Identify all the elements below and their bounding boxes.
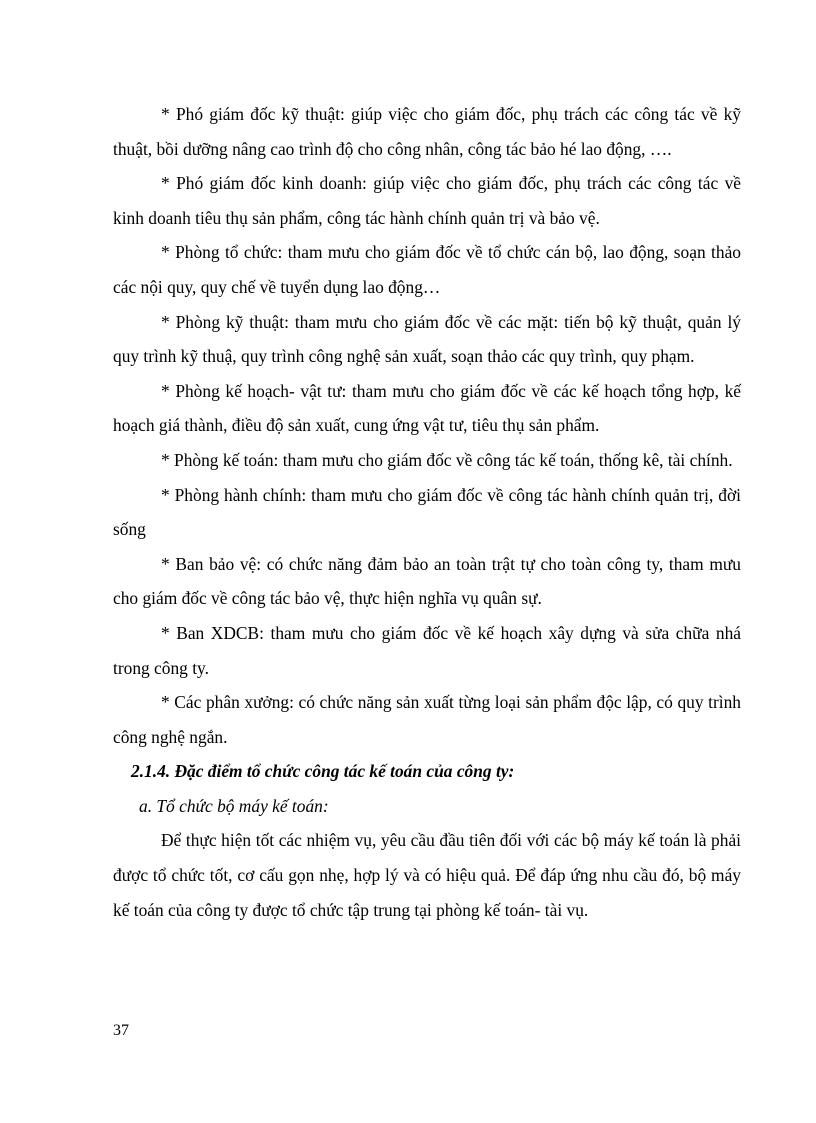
paragraph-deputy-business: * Phó giám đốc kinh doanh: giúp việc cho giám đốc, phụ trách các công tác về kinh doanh tiêu thụ sản phẩm, công tác hành chính quản trị và bảo vệ. (113, 173, 741, 228)
paragraph-deputy-technical: * Phó giám đốc kỹ thuật: giúp việc cho giám đốc, phụ trách các công tác về kỹ thuật, bồi dưỡng nâng cao trình độ cho công nhân, công tác bảo hé lao động, …. (113, 104, 741, 159)
subsection-heading: a. Tổ chức bộ máy kế toán: (139, 795, 329, 816)
paragraph-admin-dept: * Phòng hành chính: tham mưu cho giám đốc về công tác hành chính quản trị, đời sống (113, 484, 741, 540)
section-heading: 2.1.4. Đặc điểm tổ chức công tác kế toán của công ty: (131, 761, 515, 782)
page-content (113, 97, 741, 927)
paragraph-construction-board: * Ban XDCB: tham mưu cho giám đốc về kế hoạch xây dựng và sửa chữa nhá trong công ty. (113, 622, 741, 678)
paragraph-organization-dept: * Phòng tổ chức: tham mưu cho giám đốc về tổ chức cán bộ, lao động, soạn thảo các nội quy, quy chế về tuyển dụng lao động… (113, 242, 741, 297)
paragraph-workshops: * Các phân xưởng: có chức năng sản xuất từng loại sản phẩm độc lập, có quy trình công nghệ ngắn. (113, 692, 741, 747)
paragraph-planning-dept: * Phòng kế hoạch- vật tư: tham mưu cho giám đốc về các kế hoạch tổng hợp, kế hoạch giá thành, điều độ sản xuất, cung ứng vật tư, tiêu thụ sản phẩm. (113, 380, 741, 436)
paragraph-accounting-apparatus: Để thực hiện tốt các nhiệm vụ, yêu cầu đầu tiên đối với các bộ máy kế toán là phải được tổ chức tốt, cơ cấu gọn nhẹ, hợp lý và có hiệu quả. Để đáp ứng nhu cầu đó, bộ máy kế toán của công ty được tổ chức tập trung tại phòng kế toán- tài vụ. (113, 830, 741, 920)
paragraph-technical-dept: * Phòng kỹ thuật: tham mưu cho giám đốc về các mặt: tiến bộ kỹ thuật, quản lý quy trình kỹ thuậ, quy trình công nghệ sản xuất, soạn thảo các quy trình, quy phạm. (113, 311, 741, 367)
page-number: 37 (113, 1022, 129, 1039)
paragraph-accounting-dept: * Phòng kế toán: tham mưu cho giám đốc về công tác kế toán, thống kê, tài chính. (161, 449, 733, 470)
paragraph-security-board: * Ban bảo vệ: có chức năng đảm bảo an toàn trật tự cho toàn công ty, tham mưu cho giám đốc về công tác bảo vệ, thực hiện nghĩa vụ quân sự. (113, 553, 741, 609)
